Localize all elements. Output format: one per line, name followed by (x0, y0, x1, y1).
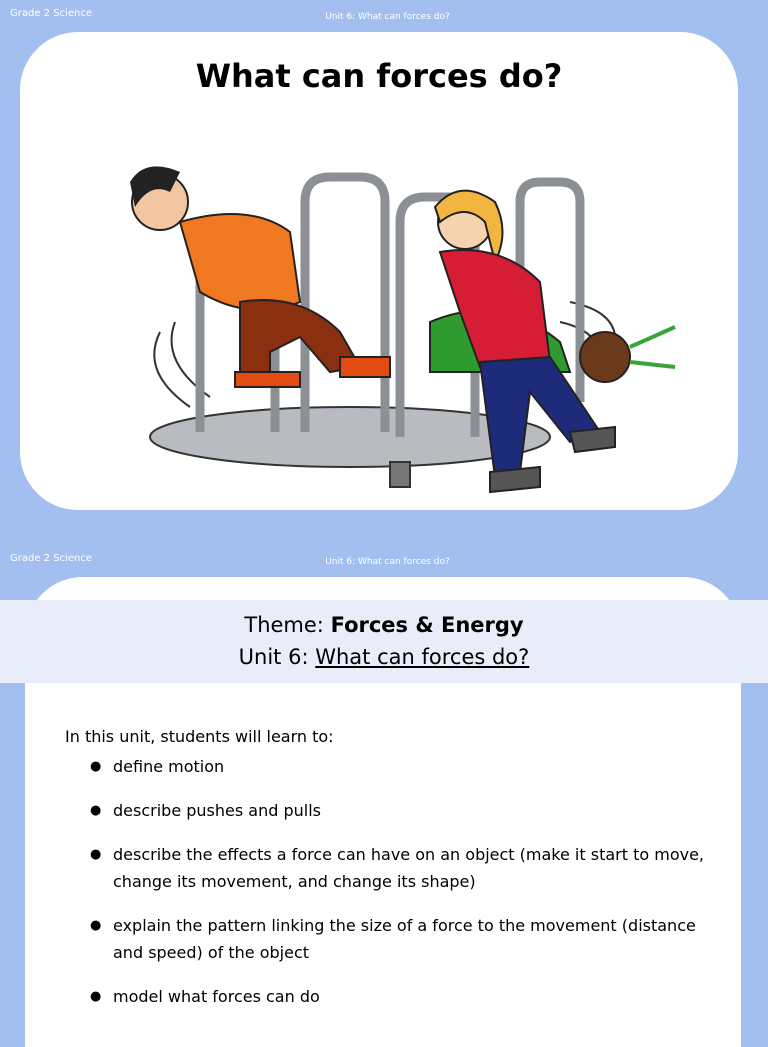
intro-text: In this unit, students will learn to: (65, 727, 334, 746)
bullet-icon: ● (90, 803, 102, 818)
list-item: ● define motion (65, 753, 720, 780)
theme-name: Forces & Energy (330, 613, 524, 637)
slide-2-header-center: Unit 6: What can forces do? (325, 557, 450, 567)
bullet-icon: ● (90, 989, 102, 1004)
bullet-icon: ● (90, 847, 102, 862)
unit-prefix: Unit 6: (238, 645, 309, 669)
unit-name: What can forces do? (315, 645, 530, 669)
slide-1-header-center: Unit 6: What can forces do? (325, 12, 450, 22)
slide-1-title: What can forces do? (195, 57, 563, 95)
slide-1-card (20, 32, 738, 510)
objectives-list (65, 753, 720, 1027)
theme-line (0, 613, 768, 637)
theme-band (0, 600, 768, 683)
list-item: ● describe pushes and pulls (65, 797, 720, 824)
slide-1-header-left: Grade 2 Science (10, 8, 92, 19)
bullet-icon: ● (90, 759, 102, 774)
theme-prefix: Theme: (244, 613, 324, 637)
merry-go-round-clipart (100, 132, 680, 522)
list-item: ● model what forces can do (65, 983, 720, 1010)
bullet-icon: ● (90, 918, 102, 933)
list-item: ● describe the effects a force can have on an object (make it start to move, change its movement, and change its shape) (65, 841, 720, 895)
slide-2-header-left: Grade 2 Science (10, 553, 92, 564)
list-item: ● explain the pattern linking the size of a force to the movement (distance and speed) of the object (65, 912, 720, 966)
slide-2 (0, 545, 768, 1024)
unit-line (0, 645, 768, 669)
